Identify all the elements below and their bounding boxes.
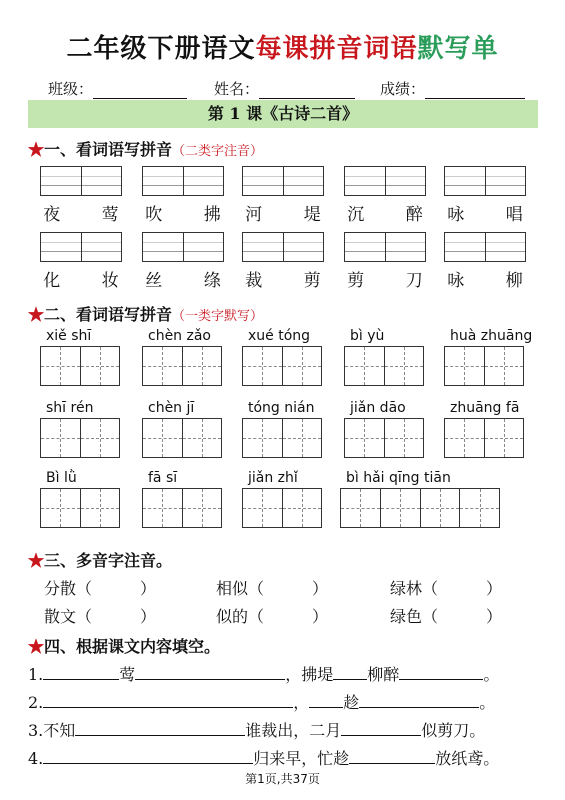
polyphone-item[interactable]: 似的（ ） bbox=[216, 607, 329, 626]
class-label: 班级： bbox=[48, 80, 94, 98]
polyphone-item[interactable]: 散文（ ） bbox=[44, 607, 157, 626]
vocab-word: 丝 绦 bbox=[145, 271, 239, 291]
pinyin-writing-box[interactable] bbox=[444, 232, 526, 262]
pinyin-label: chèn zǎo bbox=[148, 328, 211, 344]
pinyin-writing-box[interactable] bbox=[444, 166, 526, 196]
vocab-word: 沉 醉 bbox=[347, 205, 441, 225]
character-writing-box[interactable] bbox=[40, 418, 120, 458]
section-4-heading bbox=[28, 634, 220, 657]
blank[interactable] bbox=[333, 665, 367, 680]
score-blank[interactable] bbox=[425, 82, 525, 99]
pinyin-writing-box[interactable] bbox=[40, 232, 122, 262]
fill-line-3: 3.不知 谁裁出，二月 似剪刀。 bbox=[28, 721, 486, 740]
pinyin-writing-box[interactable] bbox=[242, 232, 324, 262]
vocab-word: 河 堤 bbox=[245, 205, 339, 225]
section-4-title: 四、根据课文内容填空。 bbox=[44, 637, 221, 656]
character-writing-box[interactable] bbox=[242, 418, 322, 458]
pinyin-writing-box[interactable] bbox=[344, 166, 426, 196]
score-field bbox=[380, 78, 525, 99]
fill-line-4: 4. 归来早，忙趁 放纸鸢。 bbox=[28, 749, 500, 768]
title-part-1: 二年级下册语文 bbox=[66, 34, 256, 64]
section-3-title: 三、多音字注音。 bbox=[44, 551, 173, 570]
character-writing-box[interactable] bbox=[142, 488, 222, 528]
pinyin-writing-box[interactable] bbox=[142, 232, 224, 262]
star-icon: ★ bbox=[28, 140, 45, 159]
blank[interactable] bbox=[43, 665, 119, 680]
section-2-title: 二、看词语写拼音 bbox=[44, 305, 173, 324]
title-part-2: 每课拼音词语 bbox=[255, 34, 418, 64]
fill-line-1: 1. 莺 ，拂堤 柳醉 。 bbox=[28, 665, 500, 684]
pinyin-label: zhuāng fā bbox=[450, 400, 520, 416]
pinyin-writing-box[interactable] bbox=[344, 232, 426, 262]
pinyin-label: bì yù bbox=[350, 328, 385, 344]
pinyin-label: shī rén bbox=[46, 400, 94, 416]
blank[interactable] bbox=[341, 721, 421, 736]
star-icon: ★ bbox=[28, 305, 45, 324]
section-1-note: （二类字注音） bbox=[172, 144, 264, 159]
pinyin-label: jiǎn dāo bbox=[350, 400, 406, 416]
class-field bbox=[48, 78, 187, 99]
section-3-heading bbox=[28, 548, 172, 571]
polyphone-item[interactable]: 绿林（ ） bbox=[390, 579, 503, 598]
pinyin-label: chèn jī bbox=[148, 400, 195, 416]
title-part-3: 默写单 bbox=[417, 34, 499, 64]
blank[interactable] bbox=[359, 693, 479, 708]
blank[interactable] bbox=[399, 665, 483, 680]
pinyin-writing-box[interactable] bbox=[40, 166, 122, 196]
pinyin-label: xiě shī bbox=[46, 328, 92, 344]
pinyin-label: jiǎn zhǐ bbox=[248, 470, 298, 486]
pinyin-label: xué tóng bbox=[248, 328, 311, 344]
vocab-word: 咏 柳 bbox=[447, 271, 541, 291]
pinyin-label: tóng nián bbox=[248, 400, 315, 416]
page-number: 第1页,共37页 bbox=[245, 772, 320, 786]
character-writing-box[interactable] bbox=[344, 418, 424, 458]
character-writing-box[interactable] bbox=[344, 346, 424, 386]
blank[interactable] bbox=[43, 693, 293, 708]
name-blank[interactable] bbox=[259, 82, 355, 99]
fill-line-2: 2. ， 趁 。 bbox=[28, 693, 496, 712]
vocab-word: 剪 刀 bbox=[347, 271, 441, 291]
section-2-note: （一类字默写） bbox=[172, 309, 264, 324]
blank[interactable] bbox=[349, 749, 435, 764]
name-label: 姓名： bbox=[214, 80, 260, 98]
character-writing-box[interactable] bbox=[142, 418, 222, 458]
section-2-heading bbox=[28, 302, 263, 325]
section-1-title: 一、看词语写拼音 bbox=[44, 140, 173, 159]
pinyin-writing-box[interactable] bbox=[242, 166, 324, 196]
vocab-word: 咏 唱 bbox=[447, 205, 541, 225]
pinyin-label: Bì lǜ bbox=[46, 470, 77, 486]
polyphone-item[interactable]: 绿色（ ） bbox=[390, 607, 503, 626]
blank[interactable] bbox=[135, 665, 285, 680]
polyphone-item[interactable]: 分散（ ） bbox=[44, 579, 157, 598]
page-title bbox=[0, 28, 565, 65]
character-writing-box[interactable] bbox=[340, 488, 500, 528]
class-blank[interactable] bbox=[93, 82, 187, 99]
star-icon: ★ bbox=[28, 551, 45, 570]
vocab-word: 吹 拂 bbox=[145, 205, 239, 225]
blank[interactable] bbox=[75, 721, 245, 736]
name-field bbox=[214, 78, 355, 99]
lesson-banner: 第 1 课《古诗二首》 bbox=[28, 100, 538, 128]
pinyin-label: huà zhuāng bbox=[450, 328, 533, 344]
character-writing-box[interactable] bbox=[142, 346, 222, 386]
pinyin-label: fā sī bbox=[148, 470, 178, 486]
section-1-heading bbox=[28, 137, 263, 160]
vocab-word: 化 妆 bbox=[43, 271, 137, 291]
star-icon: ★ bbox=[28, 637, 45, 656]
character-writing-box[interactable] bbox=[444, 418, 524, 458]
pinyin-label: bì hǎi qīng tiān bbox=[346, 470, 451, 486]
polyphone-item[interactable]: 相似（ ） bbox=[216, 579, 329, 598]
blank[interactable] bbox=[43, 749, 253, 764]
character-writing-box[interactable] bbox=[40, 488, 120, 528]
blank[interactable] bbox=[309, 693, 343, 708]
vocab-word: 夜 莺 bbox=[43, 205, 137, 225]
score-label: 成绩： bbox=[380, 80, 426, 98]
character-writing-box[interactable] bbox=[242, 346, 322, 386]
vocab-word: 裁 剪 bbox=[245, 271, 339, 291]
character-writing-box[interactable] bbox=[444, 346, 524, 386]
character-writing-box[interactable] bbox=[40, 346, 120, 386]
pinyin-writing-box[interactable] bbox=[142, 166, 224, 196]
character-writing-box[interactable] bbox=[242, 488, 322, 528]
